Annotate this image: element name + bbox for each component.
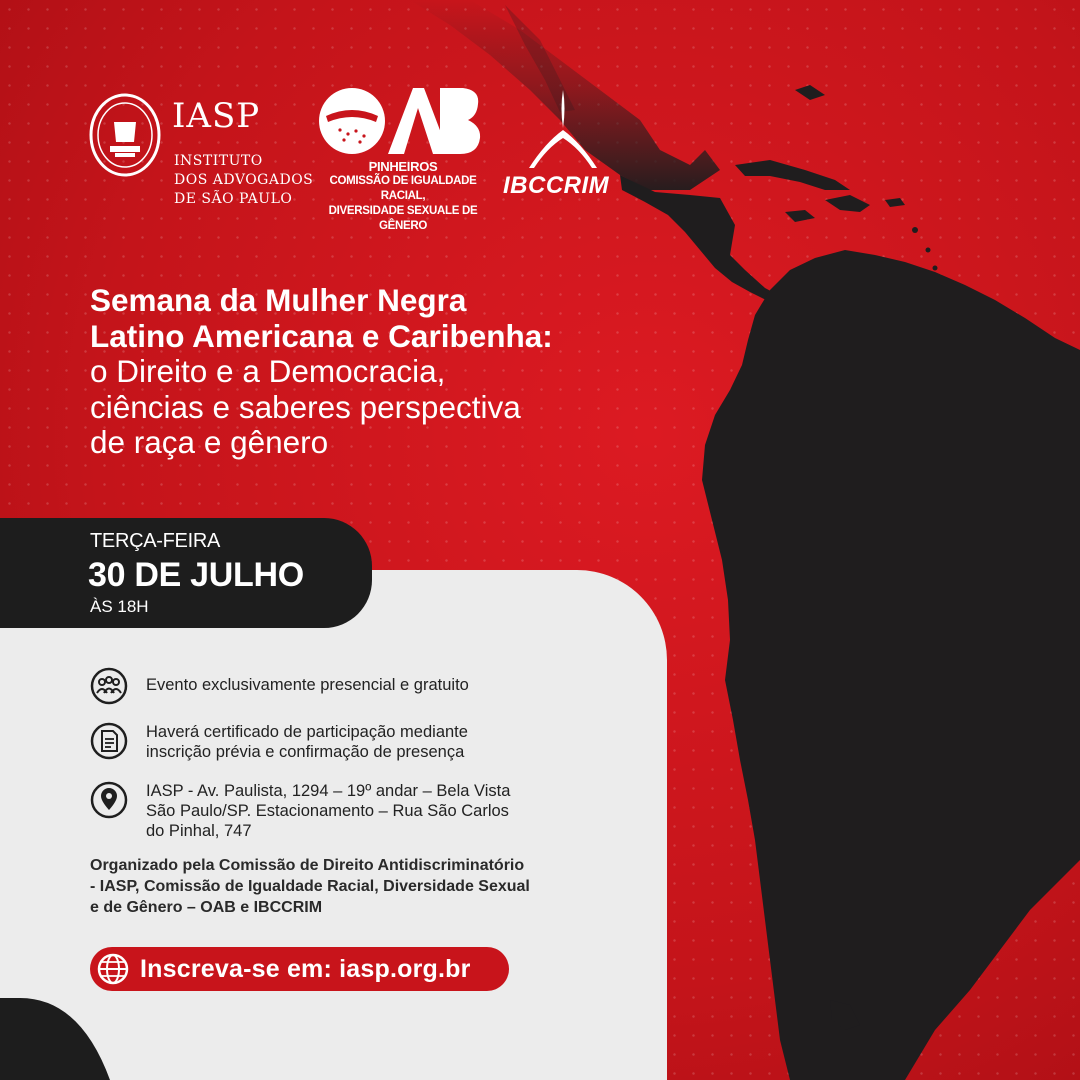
oab-subtitle-line: PINHEIROS: [368, 159, 438, 174]
subtitle-line: ciências e saberes perspectiva: [90, 388, 521, 425]
organizer-line: e de Gênero – OAB e IBCCRIM: [90, 899, 323, 916]
subtitle-line: o Direito e a Democracia,: [90, 353, 446, 389]
info-line: São Paulo/SP. Estacionamento – Rua São Carlos: [146, 802, 509, 820]
event-time: ÀS 18H: [90, 597, 149, 616]
ibccrim-logo: [500, 88, 630, 198]
iasp-logo: [88, 90, 318, 210]
globe-icon: [96, 952, 130, 986]
organizer-line: Organizado pela Comissão de Direito Antidiscriminatório: [90, 857, 525, 874]
oab-mark: [318, 86, 482, 156]
info-item-location: [90, 781, 510, 841]
register-link-text[interactable]: Inscreva-se em: iasp.org.br: [140, 954, 471, 983]
info-line: Haverá certificado de participação mediante: [146, 723, 468, 741]
iasp-name: IASP: [172, 96, 261, 136]
info-text: [146, 675, 469, 695]
info-item-certificate: [90, 722, 468, 762]
organizer-text: [90, 855, 630, 918]
iasp-subtitle-line: INSTITUTO: [174, 153, 263, 169]
event-title: [90, 283, 710, 461]
info-line: IASP - Av. Paulista, 1294 – 19º andar – Bela Vista: [146, 782, 511, 800]
organizer-line: - IASP, Comissão de Igualdade Racial, Diversidade Sexual: [90, 878, 530, 895]
iasp-subtitle-line: DE SÃO PAULO: [174, 191, 293, 207]
ibccrim-scales-icon: [525, 88, 601, 170]
location-pin-icon: [90, 781, 128, 819]
title-line: Semana da Mulher Negra: [90, 282, 467, 318]
info-line: do Pinhal, 747: [146, 822, 252, 840]
event-weekday: TERÇA-FEIRA: [90, 530, 221, 552]
corner-decoration: [0, 998, 110, 1080]
oab-logo: [318, 86, 488, 232]
info-line: inscrição prévia e confirmação de presença: [146, 743, 465, 761]
subtitle-line: de raça e gênero: [90, 424, 329, 460]
title-line: Latino Americana e Caribenha:: [90, 317, 553, 354]
iasp-subtitle: [174, 152, 313, 209]
iasp-subtitle-line: DOS ADVOGADOS: [174, 172, 314, 188]
info-line: Evento exclusivamente presencial e gratuito: [146, 676, 469, 694]
oab-subtitle-line: COMISSÃO DE IGUALDADE RACIAL,: [329, 175, 477, 202]
info-item-attendance: [90, 667, 469, 705]
oab-subtitle-line: DIVERSIDADE SEXUALE DE GÊNERO: [328, 205, 478, 232]
oab-subtitle: [318, 159, 488, 234]
info-text: [146, 781, 510, 841]
iasp-seal-icon: [88, 92, 162, 178]
document-icon: [90, 722, 128, 760]
register-link[interactable]: [90, 947, 509, 991]
people-icon: [90, 667, 128, 705]
date-badge: [0, 518, 372, 628]
info-text: [146, 722, 468, 762]
ibccrim-name: IBCCRIM: [503, 172, 610, 199]
event-date: 30 DE JULHO: [88, 556, 304, 594]
